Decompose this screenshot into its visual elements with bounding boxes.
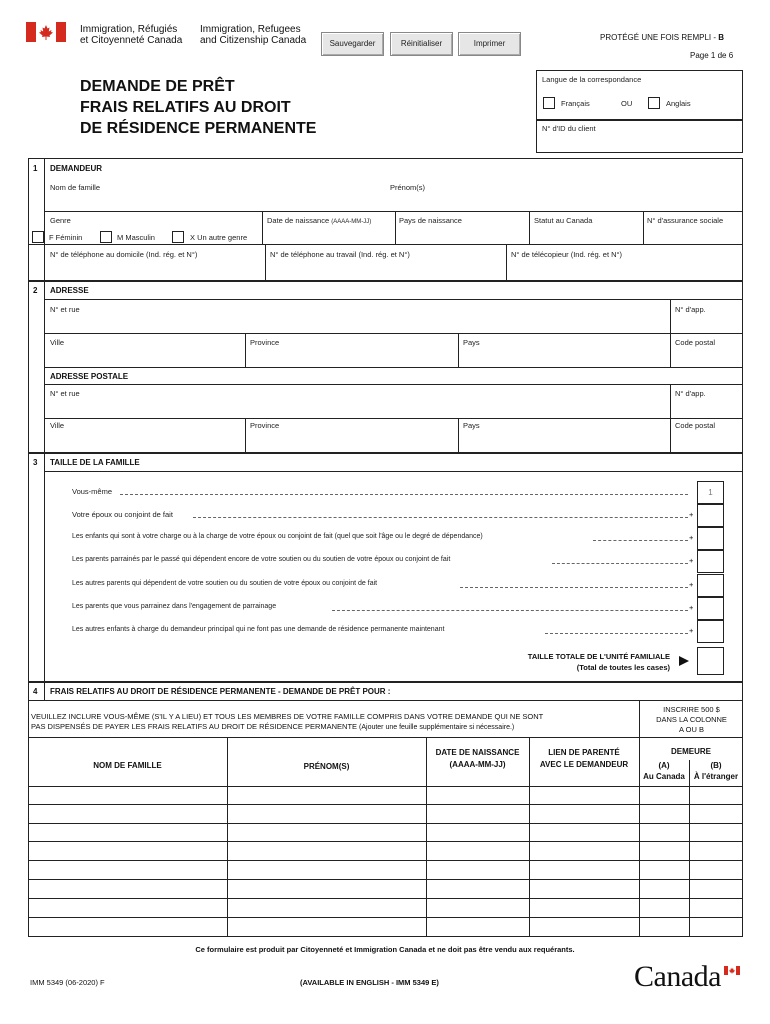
col-a-label: (A) (658, 761, 670, 770)
client-id-label: N° d'ID du client (542, 124, 596, 133)
dob-text: Date de naissance (267, 216, 330, 225)
inscrire-note (640, 705, 743, 735)
section1-box (28, 158, 743, 281)
col-relationship-line1: LIEN DE PARENTÉ (548, 748, 620, 757)
family-row-label: Vous-même (72, 487, 113, 496)
section3-number: 3 (33, 458, 38, 467)
anglais-checkbox[interactable] (648, 97, 660, 109)
fax-label: N° de télécopieur (Ind. rég. et N°) (511, 250, 623, 259)
canada-wordmark-text: Canada (634, 960, 721, 993)
table-row[interactable] (28, 879, 743, 880)
street-label: N° et rue (50, 305, 80, 314)
family-row-plus: + (689, 603, 694, 612)
table-row[interactable] (28, 823, 743, 824)
family-row-value[interactable] (697, 550, 724, 573)
birth-country-label: Pays de naissance (399, 216, 462, 225)
family-row-value[interactable] (697, 574, 724, 597)
print-button[interactable]: Imprimer (458, 32, 521, 56)
protected-label (600, 33, 724, 42)
page-number: Page 1 de 6 (690, 51, 734, 60)
city-label: Ville (50, 338, 65, 347)
family-total-line1: TAILLE TOTALE DE L'UNITÉ FAMILIALE (527, 652, 670, 661)
section1-number: 1 (33, 164, 38, 173)
section4-title: FRAIS RELATIFS AU DROIT DE RÉSIDENCE PERMANENTE - DEMANDE DE PRÊT POUR : (50, 687, 391, 696)
mailing-province-label: Province (250, 421, 280, 430)
family-row-plus: + (689, 510, 694, 519)
gender-x-label: X Un autre genre (190, 233, 248, 242)
reset-button[interactable]: Réinitialiser (390, 32, 453, 56)
mailing-street-label: N° et rue (50, 389, 80, 398)
country-label: Pays (463, 338, 480, 347)
family-row-plus: + (689, 533, 694, 542)
table-row[interactable] (28, 804, 743, 805)
col-residence-b (689, 760, 743, 782)
section4-instructions (31, 712, 543, 733)
department-en-line2: and Citizenship Canada (200, 35, 307, 46)
col-b-sub: À l'étranger (693, 772, 739, 781)
family-row-value[interactable] (697, 620, 724, 643)
col-last-name: NOM DE FAMILLE (93, 761, 162, 770)
dob-label (267, 216, 371, 225)
instructions-line2-main: PAS DISPENSÉS DE PAYER LES FRAIS RELATIFS AU DROIT DE RÉSIDENCE PERMANENTE (31, 722, 358, 731)
province-label: Province (250, 338, 280, 347)
department-name-fr (80, 24, 182, 46)
family-row-value[interactable] (697, 597, 724, 620)
col-dob (426, 747, 529, 771)
form-title (80, 76, 316, 139)
family-total-field[interactable] (697, 647, 724, 675)
canada-flag-icon (26, 22, 66, 42)
gender-f-checkbox[interactable] (32, 231, 44, 243)
family-row-label: Les autres enfants à charge du demandeur principal qui ne font pas une demande de résidence permanente maintenant (72, 626, 445, 633)
postal-code-label: Code postal (675, 338, 716, 347)
col-b-label: (B) (710, 761, 722, 770)
gender-x-checkbox[interactable] (172, 231, 184, 243)
arrow-right-icon (678, 654, 690, 672)
gender-m-checkbox[interactable] (100, 231, 112, 243)
title-line2: FRAIS RELATIFS AU DROIT (80, 99, 291, 116)
department-fr-line1: Immigration, Réfugiés (80, 24, 178, 35)
mailing-country-label: Pays (463, 421, 480, 430)
col-dob-line2: (AAAA-MM-JJ) (449, 760, 506, 769)
form-code: IMM 5349 (06-2020) F (30, 978, 105, 987)
section4-number: 4 (33, 687, 38, 696)
mailing-city-label: Ville (50, 421, 65, 430)
table-row[interactable] (28, 917, 743, 918)
footer-notice: Ce formulaire est produit par Citoyenneté et Immigration Canada et ne doit pas être vendu aux requérants. (195, 945, 575, 954)
apt-label: N° d'app. (675, 305, 706, 314)
family-row-label: Votre époux ou conjoint de fait (72, 510, 173, 519)
instructions-line2-note: (Ajouter une feuille supplémentaire si nécessaire.) (357, 724, 515, 731)
section1-title: DEMANDEUR (50, 164, 102, 173)
col-residence: DEMEURE (670, 747, 711, 756)
family-row-value[interactable] (697, 527, 724, 550)
inscrire-line3: A OU B (678, 725, 704, 734)
wordmark-flag-icon (724, 962, 740, 971)
section3-title: TAILLE DE LA FAMILLE (50, 458, 140, 467)
table-row[interactable] (28, 898, 743, 899)
protected-text: PROTÉGÉ UNE FOIS REMPLI - (600, 33, 719, 42)
canada-wordmark (634, 960, 721, 994)
section2-number: 2 (33, 286, 38, 295)
inscrire-line2: DANS LA COLONNE (656, 715, 727, 724)
correspondence-label: Langue de la correspondance (542, 75, 642, 84)
instructions-line1: VEUILLEZ INCLURE VOUS-MÊME (S'IL Y A LIEU) ET TOUS LES MEMBRES DE VOTRE FAMILLE COMPRIS DANS VOTRE DEMANDE QUI NE SONT (31, 712, 544, 721)
family-row-label: Les enfants qui sont à votre charge ou à la charge de votre époux ou conjoint de fait (quel que soit l'âge ou le degré de dépendance) (72, 533, 483, 540)
protected-level: B (718, 33, 725, 42)
home-phone-label: N° de téléphone au domicile (Ind. rég. et N°) (50, 250, 198, 259)
english-version-note: (AVAILABLE IN ENGLISH - IMM 5349 E) (300, 978, 439, 987)
department-name-en (200, 24, 306, 46)
table-row[interactable] (28, 860, 743, 861)
mailing-postal-label: Code postal (675, 421, 716, 430)
francais-label: Français (561, 99, 590, 108)
family-row-plus: + (689, 556, 694, 565)
title-line3: DE RÉSIDENCE PERMANENTE (80, 120, 317, 137)
family-total-label (480, 651, 670, 673)
ou-label: OU (621, 99, 633, 108)
status-label: Statut au Canada (534, 216, 593, 225)
gender-m-label: M Masculin (117, 233, 155, 242)
dob-format: (AAAA-MM-JJ) (331, 219, 372, 225)
col-a-sub: Au Canada (643, 772, 685, 781)
family-row-value[interactable] (697, 504, 724, 527)
family-row-label: Les parents que vous parrainez dans l'engagement de parrainage (72, 603, 277, 610)
section2-title: ADRESSE (50, 286, 89, 295)
sin-label: N° d'assurance sociale (647, 216, 724, 225)
department-en-line1: Immigration, Refugees (200, 24, 301, 35)
work-phone-label: N° de téléphone au travail (Ind. rég. et N°) (270, 250, 410, 259)
family-row-label: Les autres parents qui dépendent de votre soutien ou du soutien de votre époux ou conjoint de fait (72, 580, 378, 587)
col-dob-line1: DATE DE NAISSANCE (435, 748, 520, 757)
anglais-label: Anglais (666, 99, 691, 108)
gender-f-label: F Féminin (49, 233, 83, 242)
francais-checkbox[interactable] (543, 97, 555, 109)
col-first-name: PRÉNOM(S) (303, 762, 350, 771)
first-name-label: Prénom(s) (390, 183, 426, 192)
department-fr-line2: et Citoyenneté Canada (80, 35, 183, 46)
table-row[interactable] (28, 841, 743, 842)
family-total-line2: (Total de toutes les cases) (576, 663, 670, 672)
family-row-value[interactable]: 1 (697, 481, 724, 504)
family-row-plus: + (689, 626, 694, 635)
last-name-label: Nom de famille (50, 183, 101, 192)
gender-label: Genre (50, 216, 71, 225)
mailing-address-title: ADRESSE POSTALE (50, 372, 129, 381)
col-residence-a (639, 760, 689, 782)
mailing-apt-label: N° d'app. (675, 389, 706, 398)
title-line1: DEMANDE DE PRÊT (80, 78, 235, 95)
inscrire-line1: INSCRIRE 500 $ (663, 705, 720, 714)
col-relationship-line2: AVEC LE DEMANDEUR (539, 760, 629, 769)
family-row-plus: + (689, 580, 694, 589)
section3-box (28, 453, 743, 682)
save-button[interactable]: Sauvegarder (321, 32, 384, 56)
family-row-label: Les parents parrainés par le passé qui dépendent encore de votre soutien ou du soutien de votre époux ou conjoint de fait (72, 556, 451, 563)
instructions-line2 (31, 722, 543, 733)
col-relationship (529, 747, 639, 771)
